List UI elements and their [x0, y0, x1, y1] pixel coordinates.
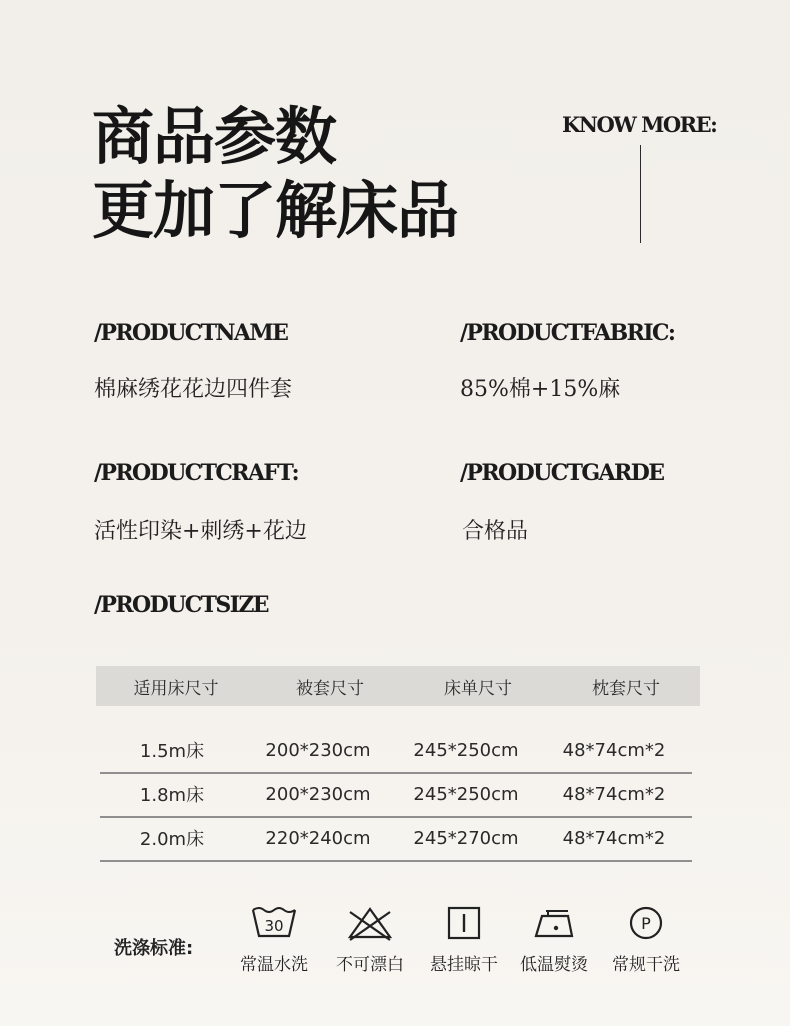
product-fabric-label: /PRODUCTFABRIC:	[460, 320, 675, 346]
cell-pillowcase-size: 48*74cm*2	[562, 827, 666, 849]
cell-bed-size: 2.0m床	[139, 829, 205, 850]
dry-clean-icon	[626, 904, 666, 942]
header-pillowcase-size: 枕套尺寸	[592, 678, 660, 699]
wash-label: 常温水洗	[240, 955, 308, 975]
product-name-label: /PRODUCTNAME	[94, 320, 288, 346]
washing-standard-label: 洗涤标准:	[114, 938, 194, 959]
product-grade-label: /PRODUCTGARDE	[460, 460, 664, 486]
wash-label: 低温熨烫	[520, 955, 588, 975]
header-bed-size: 适用床尺寸	[133, 678, 219, 699]
cell-duvet-size: 200*230cm	[265, 739, 371, 761]
product-size-label: /PRODUCTSIZE	[94, 592, 268, 618]
cell-sheet-size: 245*250cm	[413, 739, 519, 761]
vertical-divider	[640, 145, 641, 243]
table-row	[100, 816, 692, 862]
wash-item	[508, 904, 600, 975]
product-grade-value: 合格品	[462, 519, 529, 544]
cell-duvet-size: 220*240cm	[265, 827, 371, 849]
wash-label: 不可漂白	[336, 955, 404, 975]
wash-item	[600, 904, 692, 975]
product-craft-label: /PRODUCTCRAFT:	[94, 460, 298, 486]
wash-item	[228, 904, 320, 975]
title-line-2: 更加了解床品	[92, 174, 459, 247]
product-name-value: 棉麻绣花花边四件套	[94, 377, 293, 402]
wash-item	[324, 904, 416, 975]
cell-sheet-size: 245*270cm	[413, 827, 519, 849]
cell-duvet-size: 200*230cm	[265, 783, 371, 805]
page-title	[92, 100, 458, 248]
cell-pillowcase-size: 48*74cm*2	[562, 783, 666, 805]
cell-pillowcase-size: 48*74cm*2	[562, 739, 666, 761]
header-sheet-size: 床单尺寸	[444, 678, 512, 699]
low-iron-icon	[528, 904, 580, 942]
wash-temperature: 30	[264, 917, 284, 935]
table-row	[100, 772, 692, 818]
table-row	[100, 728, 692, 774]
no-bleach-icon	[344, 904, 396, 942]
wash-item	[418, 904, 510, 975]
title-line-1: 商品参数	[92, 100, 337, 173]
dry-clean-letter: P	[641, 914, 651, 933]
size-table-header	[96, 666, 700, 706]
cell-bed-size: 1.5m床	[139, 741, 205, 762]
know-more-text: KNOW MORE:	[562, 112, 717, 137]
wash-label: 常规干洗	[612, 955, 680, 975]
cell-bed-size: 1.8m床	[139, 785, 205, 806]
cell-sheet-size: 245*250cm	[413, 783, 519, 805]
wash-label: 悬挂晾干	[430, 955, 498, 975]
product-fabric-value: 85%棉+15%麻	[460, 377, 621, 402]
header-duvet-size: 被套尺寸	[296, 678, 364, 699]
hang-dry-icon	[444, 904, 484, 942]
wash-30-icon	[249, 904, 299, 942]
product-craft-value: 活性印染+刺绣+花边	[94, 519, 307, 544]
